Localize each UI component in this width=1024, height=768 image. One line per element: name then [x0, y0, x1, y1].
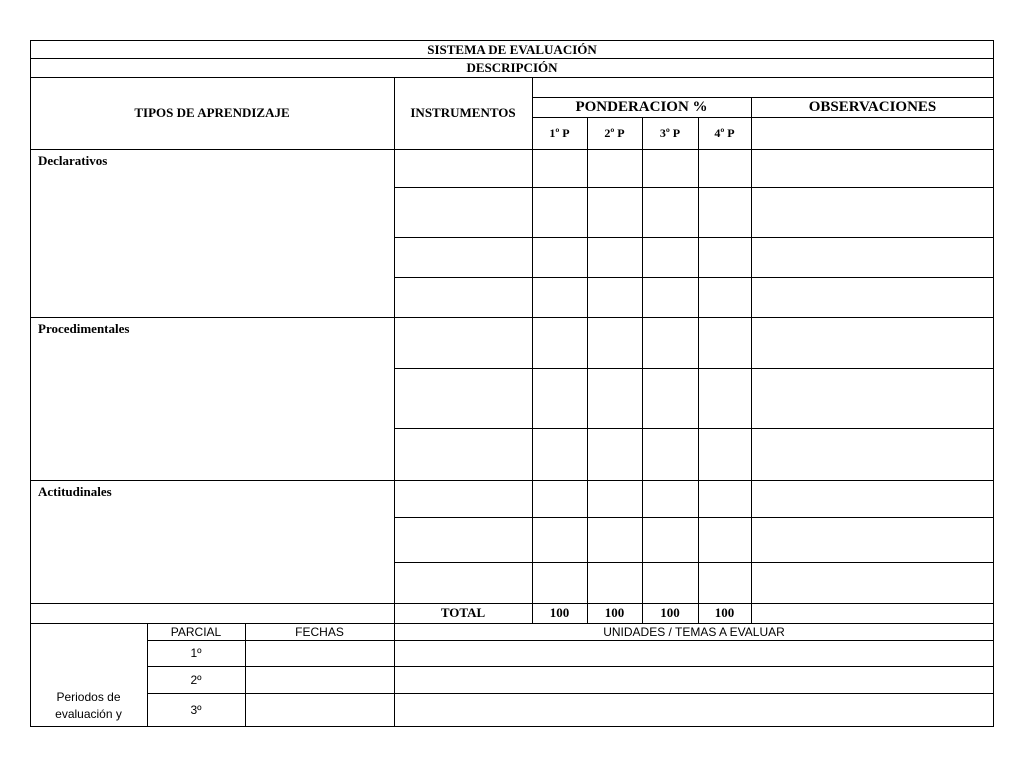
parcial-row-2: 2º	[190, 672, 202, 687]
total-value-2: 100	[604, 605, 625, 620]
observations-header: OBSERVACIONES	[808, 98, 937, 115]
rule	[394, 187, 994, 188]
rule	[394, 517, 994, 518]
rule	[147, 640, 994, 641]
period-header-2: 2º P	[604, 125, 625, 140]
learning-types-header: TIPOS DE APRENDIZAJE	[134, 105, 290, 120]
rule	[147, 666, 994, 667]
total-label: TOTAL	[440, 605, 486, 620]
learning-type-actitudinales: Actitudinales	[38, 484, 112, 499]
learning-type-declarativos: Declarativos	[38, 153, 108, 168]
rule	[394, 237, 994, 238]
rule	[642, 117, 643, 624]
total-value-3: 100	[660, 605, 680, 620]
description-title: DESCRIPCIÓN	[466, 59, 558, 75]
rule	[30, 726, 994, 727]
rule	[394, 562, 994, 563]
evaluation-form	[30, 40, 994, 728]
rule	[394, 428, 994, 429]
evaluation-periods-label: Periodos de evaluación y	[55, 690, 122, 721]
rule	[532, 77, 533, 624]
units-topics-header: UNIDADES / TEMAS A EVALUAR	[603, 624, 785, 639]
parcial-row-1: 1º	[190, 646, 202, 660]
rule	[587, 117, 588, 624]
rule	[147, 693, 994, 694]
total-value-4: 100	[714, 605, 735, 620]
rule	[751, 97, 752, 624]
period-header-4: 4º P	[714, 125, 735, 140]
parcial-row-3: 3º	[190, 702, 202, 717]
rule	[394, 368, 994, 369]
rule	[394, 277, 994, 278]
weighting-header: PONDERACION %	[575, 98, 708, 115]
total-value-1: 100	[549, 605, 570, 620]
period-header-1: 1º P	[549, 125, 570, 140]
learning-type-procedimentales: Procedimentales	[38, 321, 130, 336]
system-title: SISTEMA DE EVALUACIÓN	[427, 41, 597, 57]
instruments-header: INSTRUMENTOS	[410, 105, 516, 120]
rule	[698, 117, 699, 624]
fechas-header: FECHAS	[295, 624, 344, 639]
parcial-header: PARCIAL	[170, 624, 222, 639]
period-header-3: 3º P	[659, 125, 681, 140]
